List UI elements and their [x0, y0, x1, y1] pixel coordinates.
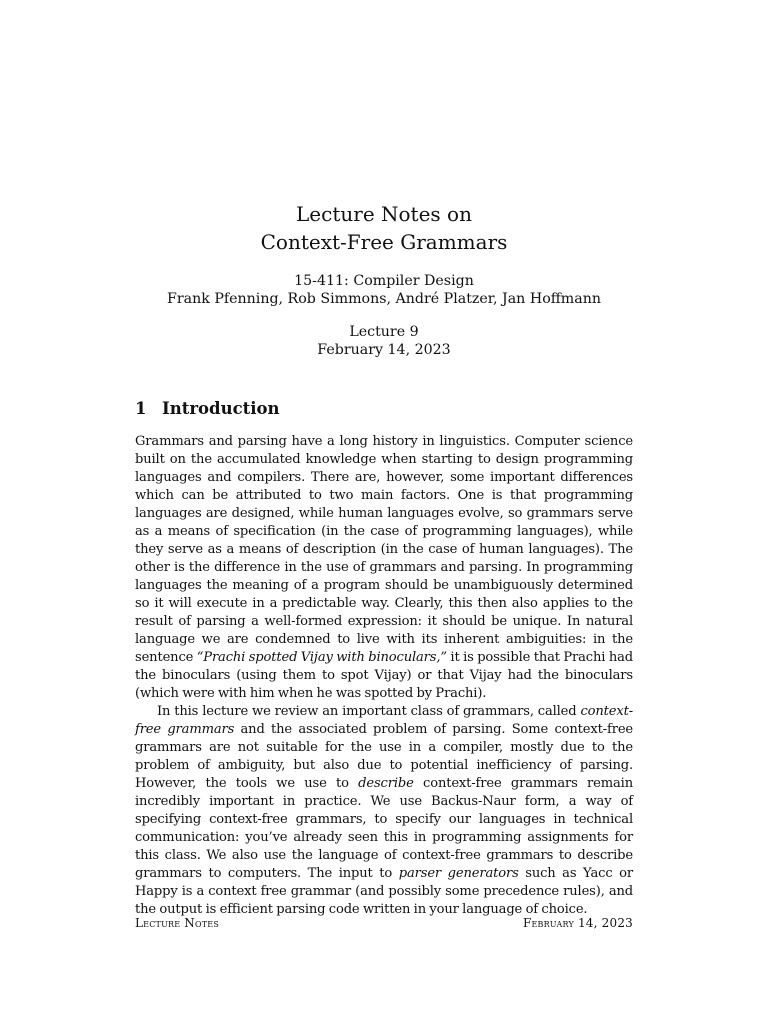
paragraph-1-text-b: it is possible that Prachi had the binoculars (using them to spot Vijay) or that Vijay had the binoculars (which were with him when he was spotted by Prachi).	[135, 650, 633, 701]
lecture-number: Lecture 9	[349, 324, 419, 340]
lecture-date: February 14, 2023	[317, 342, 451, 358]
section-number: 1	[135, 399, 147, 418]
term-parser-generators: parser generators	[398, 866, 519, 881]
paragraph-2-text-b: and the associated problem of parsing. Some context-free grammars are not suitable for the use in a compiler, mostly due to the problem of ambiguity, but also due to potential inefficiency of parsing. However, the tools we use to	[135, 722, 634, 791]
authors: Frank Pfenning, Rob Simmons, André Platzer, Jan Hoffmann	[166, 291, 601, 307]
body-text	[135, 433, 633, 919]
footer-left: Lecture Notes	[135, 916, 220, 930]
title-line-2: Context-Free Grammars	[260, 230, 508, 254]
paragraph-1-text-a: Grammars and parsing have a long history in linguistics. Computer science built on the accumulated knowledge when starting to design programming languages and compilers. There are, however, some important differences which can be attributed to two main factors. One is that programming languages are designed, while human languages evolve, so grammars serve as a means of specification (in the case of programming languages), while they serve as a means of description (in the case of human languages). The other is the difference in the use of grammars and parsing. In programming languages the meaning of a program should be unambiguously determined so it will execute in a predictable way. Clearly, this then also applies to the result of parsing a well-formed expression: it should be unique. In natural language we are condemned to live with its inherent ambiguities: in the sentence	[135, 434, 633, 665]
paragraph-2-text-c: context-free grammars remain incredibly important in practice. We use Backus-Naur form, a way of specifying context-free grammars, to specify our languages in technical communication: you’ve already seen this in programming assignments for this class. We also use the language of context-free grammars to describe grammars to computers. The input to	[135, 776, 633, 881]
term-describe: describe	[358, 776, 414, 791]
title-line-1: Lecture Notes on	[296, 202, 472, 226]
paragraph-1	[135, 433, 633, 703]
section-title: Introduction	[162, 399, 280, 418]
section-heading	[135, 398, 280, 420]
example-sentence: “Prachi spotted Vijay with binoculars,”	[196, 650, 447, 665]
paragraph-2-text-d: such as Yacc or Happy is a context free grammar (and possibly some precedence rules), and the output is efficient parsing code written in your language of choice.	[135, 866, 633, 917]
paragraph-2-text-a: In this lecture we review an important class of grammars, called	[157, 704, 581, 719]
footer-right: February 14, 2023	[522, 916, 633, 930]
paragraph-2	[135, 703, 633, 919]
term-context-free-grammars: context-free grammars	[135, 704, 633, 737]
course-name: 15-411: Compiler Design	[294, 273, 474, 289]
